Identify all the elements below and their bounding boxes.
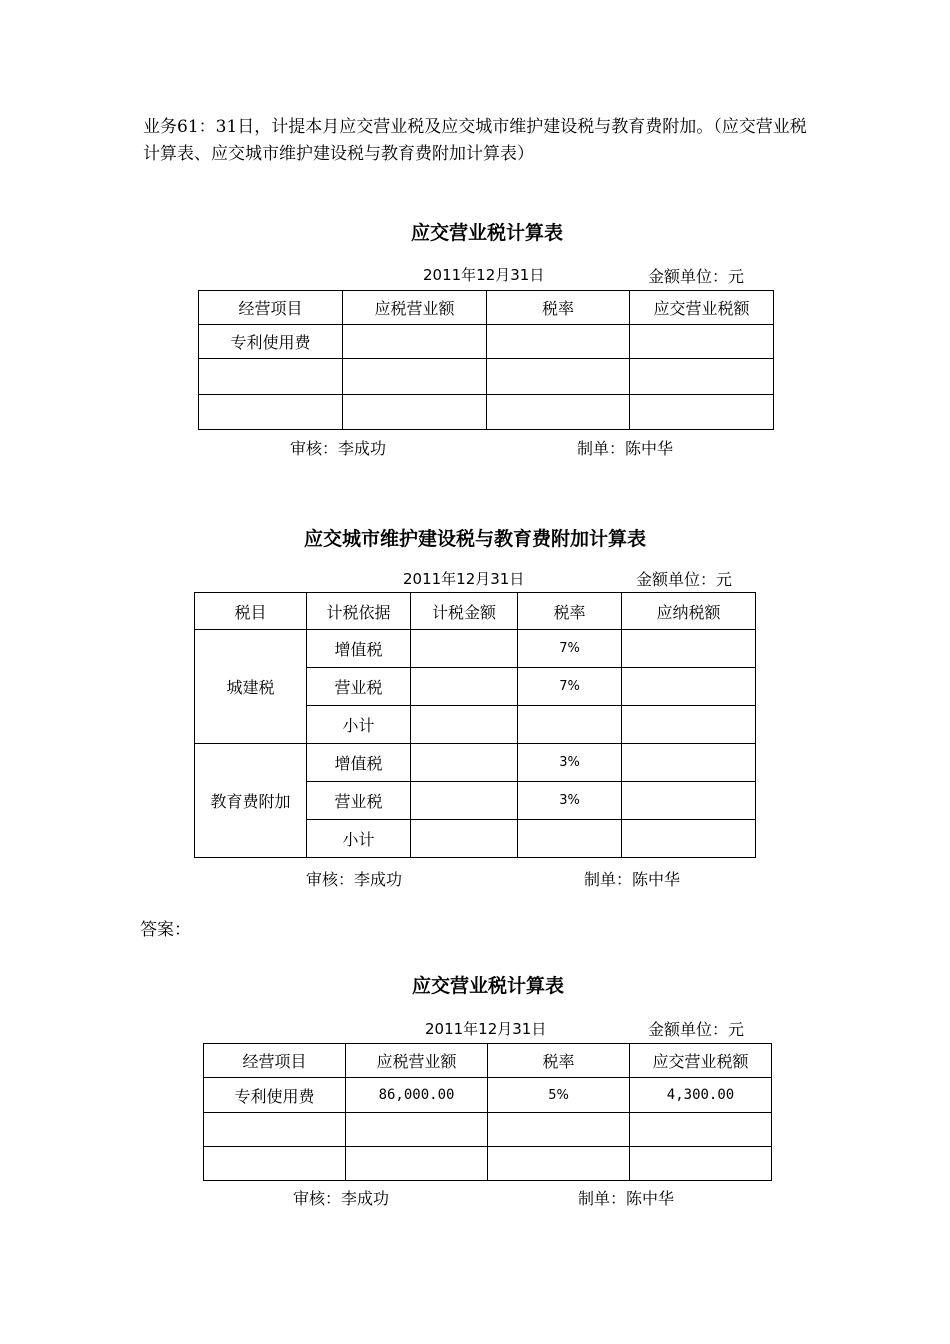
table-cell [622, 782, 756, 820]
table-cell [518, 706, 622, 744]
header-cell: 税率 [488, 1044, 630, 1078]
table-header-row [199, 291, 774, 325]
table-cell: 86,000.00 [346, 1078, 488, 1113]
header-cell: 应税营业额 [343, 291, 487, 325]
table-cell [622, 744, 756, 782]
table-cell [411, 630, 518, 668]
table-cell [622, 706, 756, 744]
table-cell [622, 630, 756, 668]
table-cell [622, 668, 756, 706]
table-cell [199, 395, 343, 430]
table3-unit: 金额单位：元 [648, 1020, 745, 1039]
table2-date: 2011年12月31日 [403, 570, 525, 588]
table-cell: 7% [518, 668, 622, 706]
header-cell: 计税依据 [307, 593, 411, 630]
table-cell [411, 744, 518, 782]
table-row [199, 359, 774, 395]
table-cell: 专利使用费 [204, 1078, 346, 1113]
table-header-row [195, 593, 756, 630]
table-cell [630, 1113, 772, 1147]
table-row [204, 1078, 772, 1113]
table-cell: 7% [518, 630, 622, 668]
table2-unit: 金额单位：元 [636, 570, 733, 589]
table-cell [343, 395, 487, 430]
table-row [195, 744, 756, 782]
table1-preparer: 制单：陈中华 [577, 439, 674, 458]
table-cell [346, 1113, 488, 1147]
table-cell: 增值税 [307, 630, 411, 668]
table-cell [343, 325, 487, 359]
header-cell: 应交营业税额 [630, 291, 774, 325]
table1-unit: 金额单位：元 [648, 267, 745, 286]
header-cell: 应交营业税额 [630, 1044, 772, 1078]
table3-title: 应交营业税计算表 [411, 975, 565, 997]
table-cell [630, 395, 774, 430]
table2-reviewer: 审核：李成功 [306, 870, 403, 889]
table-header-row [204, 1044, 772, 1078]
table-row [195, 630, 756, 668]
table-cell: 3% [518, 744, 622, 782]
table-cell [411, 706, 518, 744]
table-cell [204, 1147, 346, 1181]
table-cell: 小计 [307, 820, 411, 858]
table-cell [488, 1113, 630, 1147]
table-row [199, 325, 774, 359]
table-cell [630, 359, 774, 395]
table-cell [622, 820, 756, 858]
table-cell [204, 1113, 346, 1147]
header-cell: 税目 [195, 593, 307, 630]
table3 [203, 1043, 772, 1181]
table1 [198, 290, 774, 430]
header-cell: 计税金额 [411, 593, 518, 630]
table1-date: 2011年12月31日 [423, 266, 545, 284]
table2 [194, 592, 756, 858]
table2-preparer: 制单：陈中华 [584, 870, 681, 889]
table-cell [487, 359, 630, 395]
table-cell [411, 820, 518, 858]
table-cell [346, 1147, 488, 1181]
table-row [204, 1113, 772, 1147]
table-row [199, 395, 774, 430]
header-cell: 税率 [487, 291, 630, 325]
table3-preparer: 制单：陈中华 [578, 1189, 675, 1208]
group-cell: 教育费附加 [195, 744, 307, 858]
group-cell: 城建税 [195, 630, 307, 744]
table-cell [411, 668, 518, 706]
header-cell: 经营项目 [199, 291, 343, 325]
table-cell: 3% [518, 782, 622, 820]
table-cell [343, 359, 487, 395]
table-cell: 小计 [307, 706, 411, 744]
table1-title: 应交营业税计算表 [410, 222, 564, 244]
table-cell [488, 1147, 630, 1181]
table-row [204, 1147, 772, 1181]
header-cell: 经营项目 [204, 1044, 346, 1078]
header-cell: 税率 [518, 593, 622, 630]
table-cell: 5% [488, 1078, 630, 1113]
table-cell [411, 782, 518, 820]
table-cell [199, 359, 343, 395]
table-cell: 专利使用费 [199, 325, 343, 359]
table-cell [487, 395, 630, 430]
table2-title: 应交城市维护建设税与教育费附加计算表 [303, 528, 647, 550]
table-cell [630, 325, 774, 359]
header-cell: 应纳税额 [622, 593, 756, 630]
table-cell [487, 325, 630, 359]
table-cell: 营业税 [307, 782, 411, 820]
table-cell: 营业税 [307, 668, 411, 706]
intro-text: 业务61：31日，计提本月应交营业税及应交城市维护建设税与教育费附加。（应交营业税计算表、应交城市维护建设税与教育费附加计算表） [143, 117, 807, 164]
table-cell: 增值税 [307, 744, 411, 782]
table1-reviewer: 审核：李成功 [290, 439, 387, 458]
table-cell [630, 1147, 772, 1181]
table3-date: 2011年12月31日 [425, 1020, 547, 1038]
header-cell: 应税营业额 [346, 1044, 488, 1078]
table-cell: 4,300.00 [630, 1078, 772, 1113]
table3-reviewer: 审核：李成功 [293, 1189, 390, 1208]
answer-label: 答案： [140, 920, 191, 940]
table-cell [518, 820, 622, 858]
